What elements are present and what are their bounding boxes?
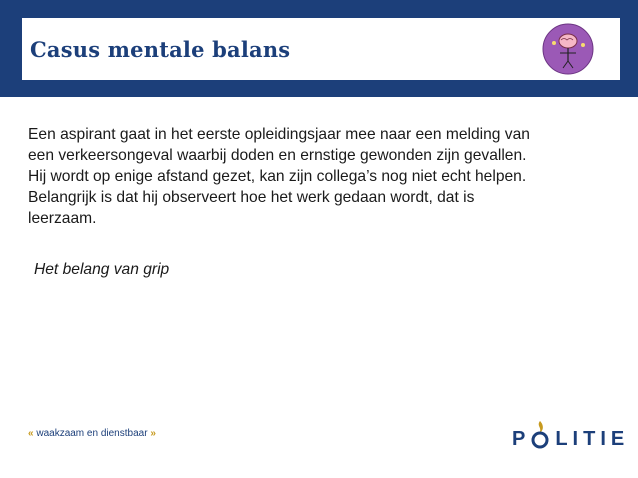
body-line: Belangrijk is dat hij observeert hoe het werk gedaan wordt, dat is: [28, 189, 475, 206]
slide-title: Casus mentale balans: [30, 37, 291, 62]
title-box: [22, 18, 620, 80]
politie-letters: LITIE: [555, 428, 630, 450]
politie-wordmark: [512, 419, 629, 451]
politie-flame-icon: [530, 419, 550, 449]
case-description: [28, 124, 618, 229]
body-line: Een aspirant gaat in het eerste opleidingsjaar mee naar een melding van: [28, 126, 530, 143]
politie-logo: [512, 407, 630, 450]
body-line: een verkeersongeval waarbij doden en ernstige gewonden zijn gevallen.: [28, 147, 527, 164]
slogan-text: waakzaam en dienstbaar: [36, 428, 148, 439]
politie-letter-p: P: [512, 428, 531, 450]
slogan-close-quote: »: [150, 428, 156, 439]
brain-balance-badge-icon: [542, 23, 594, 75]
slogan-open-quote: «: [28, 428, 34, 439]
slogan: [28, 428, 156, 439]
header-band: [0, 0, 638, 97]
body-line: Hij wordt op enige afstand gezet, kan zijn collega’s nog niet echt helpen.: [28, 168, 527, 185]
body-line: leerzaam.: [28, 210, 97, 227]
subheading: Het belang van grip: [34, 261, 170, 278]
